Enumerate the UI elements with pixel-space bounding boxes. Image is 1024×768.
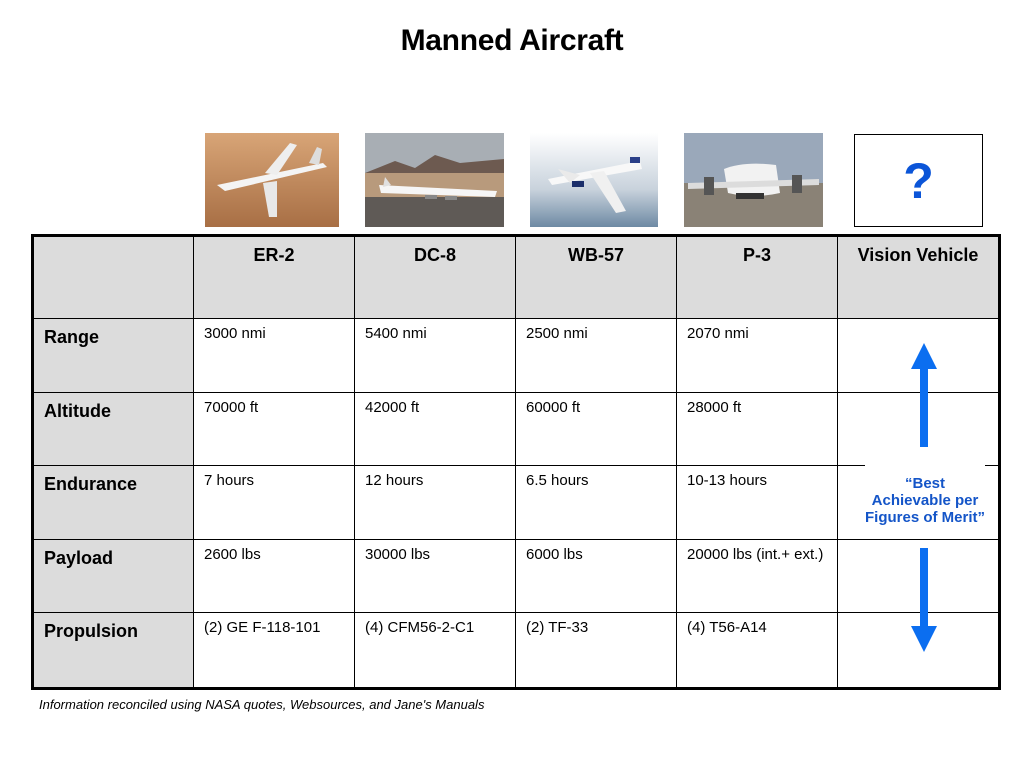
question-mark: ? bbox=[903, 152, 934, 209]
table-header-row bbox=[33, 236, 1000, 319]
table-cell: 2500 nmi bbox=[516, 319, 677, 393]
table-cell: (2) GE F-118-101 bbox=[194, 613, 355, 689]
row-label-range: Range bbox=[33, 319, 194, 393]
table-row bbox=[33, 466, 1000, 540]
column-header-er-2: ER-2 bbox=[194, 236, 355, 319]
table-cell: 6000 lbs bbox=[516, 539, 677, 613]
table-corner-cell bbox=[33, 236, 194, 319]
table-cell: 6.5 hours bbox=[516, 466, 677, 540]
column-header-p-3: P-3 bbox=[677, 236, 838, 319]
table-cell: 2600 lbs bbox=[194, 539, 355, 613]
table-cell: 2070 nmi bbox=[677, 319, 838, 393]
table-cell: 10-13 hours bbox=[677, 466, 838, 540]
page-title: Manned Aircraft bbox=[400, 24, 624, 57]
table-row bbox=[33, 613, 1000, 689]
row-label-propulsion: Propulsion bbox=[33, 613, 194, 689]
column-header-wb-57: WB-57 bbox=[516, 236, 677, 319]
table-row bbox=[33, 392, 1000, 466]
table-cell: 20000 lbs (int.+ ext.) bbox=[677, 539, 838, 613]
arrow-down-icon bbox=[909, 548, 939, 652]
table-cell: (4) CFM56-2-C1 bbox=[355, 613, 516, 689]
table-cell: (2) TF-33 bbox=[516, 613, 677, 689]
row-label-endurance: Endurance bbox=[33, 466, 194, 540]
aircraft-comparison-table bbox=[31, 234, 1001, 690]
arrow-up-icon bbox=[909, 343, 939, 447]
table-cell: 7 hours bbox=[194, 466, 355, 540]
table-row bbox=[33, 319, 1000, 393]
er-2-aircraft-photo bbox=[205, 133, 339, 227]
row-label-payload: Payload bbox=[33, 539, 194, 613]
wb-57-aircraft-photo bbox=[530, 133, 658, 227]
dc-8-aircraft-photo bbox=[365, 133, 504, 227]
table-cell: (4) T56-A14 bbox=[677, 613, 838, 689]
table-cell: 5400 nmi bbox=[355, 319, 516, 393]
table-cell: 60000 ft bbox=[516, 392, 677, 466]
table-cell: 70000 ft bbox=[194, 392, 355, 466]
vision-vehicle-placeholder-box bbox=[854, 134, 983, 227]
table-cell: 42000 ft bbox=[355, 392, 516, 466]
table-cell: 12 hours bbox=[355, 466, 516, 540]
column-header-dc-8: DC-8 bbox=[355, 236, 516, 319]
table-cell: 3000 nmi bbox=[194, 319, 355, 393]
table-cell: 28000 ft bbox=[677, 392, 838, 466]
table-cell: 30000 lbs bbox=[355, 539, 516, 613]
vision-vehicle-note: “Best Achievable per Figures of Merit” bbox=[865, 461, 985, 539]
row-label-altitude: Altitude bbox=[33, 392, 194, 466]
column-header-vision-vehicle: Vision Vehicle bbox=[838, 236, 1000, 319]
source-footnote: Information reconciled using NASA quotes, Websources, and Jane's Manuals bbox=[39, 697, 485, 712]
p-3-aircraft-photo bbox=[684, 133, 823, 227]
table-row bbox=[33, 539, 1000, 613]
